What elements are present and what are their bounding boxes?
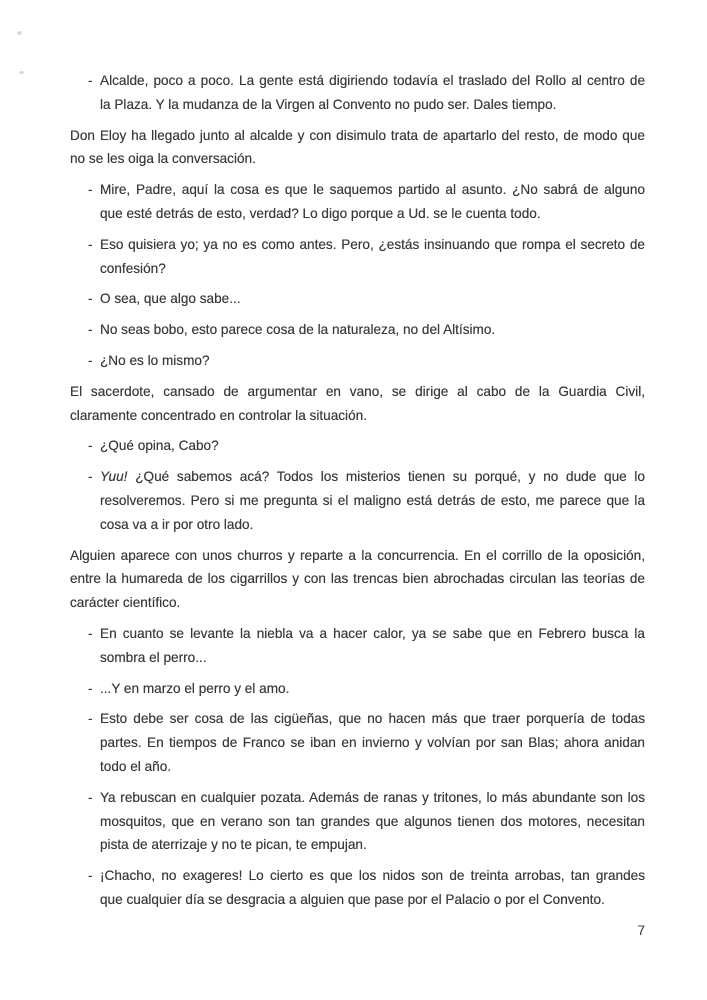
page-content [70,69,645,919]
dialogue-dash: - [88,868,93,884]
dialogue-dash: - [88,625,93,641]
text-line: que esté detrás de esto, verdad? Lo digo porque a Ud. se le cuenta todo. [100,205,541,221]
text-line: En cuanto se levante la niebla va a hacer calor, ya se sabe que en Febrero busca la [100,625,645,641]
text-line: Don Eloy ha llegado junto al alcalde y con disimulo trata de apartarlo del resto, de modo que [70,127,645,143]
text-line: No seas bobo, esto parece cosa de la naturaleza, no del Altísimo. [100,322,496,338]
text-line: partes. En tiempos de Franco se iban en invierno y volvían por san Blas; ahora anidan [100,735,645,751]
text-line [100,465,645,489]
text-line: entre la humareda de los cigarrillos y con las trencas bien abrochadas circulan las teorías de [70,571,645,587]
text-line: ¡Chacho, no exageres! Lo cierto es que los nidos son de treinta arrobas, tan grandes [100,868,645,884]
dialogue-block [70,178,645,226]
text-line: todo el año. [100,758,172,774]
dialogue-dash: - [88,182,93,198]
plain-text: ¿Qué sabemos acá? Todos los misterios tienen su porqué, y no dude que lo [127,469,645,485]
text-line: resolveremos. Pero si me pregunta si el maligno está detrás de esto, me parece que la [100,492,645,508]
dialogue-dash: - [88,789,93,805]
dialogue-block [70,287,645,311]
dialogue-block [70,622,645,670]
scan-speck [19,71,24,74]
text-line: Alguien aparece con unos churros y reparte a la concurrencia. En el corrillo de la oposición, [70,547,645,563]
text-line: sombra el perro... [100,649,207,665]
narration-paragraph [70,124,645,172]
dialogue-block [70,69,645,117]
dialogue-block [70,864,645,912]
text-line: carácter científico. [70,595,181,611]
dialogue-block [70,318,645,342]
text-line: Eso quisiera yo; ya no es como antes. Pero, ¿estás insinuando que rompa el secreto de [100,236,645,252]
dialogue-block [70,707,645,778]
text-line: pista de aterrizaje y no te pican, te empujan. [100,837,367,853]
text-line: confesión? [100,260,166,276]
text-line: El sacerdote, cansado de argumentar en vano, se dirige al cabo de la Guardia Civil, [70,383,645,399]
dialogue-block [70,434,645,458]
text-line: Ya rebuscan en cualquier pozata. Además de ranas y tritones, lo más abundante son los [100,789,645,805]
italic-text: Yuu! [100,469,128,485]
dialogue-dash: - [88,469,93,485]
dialogue-dash: - [88,352,93,368]
text-line: ¿Qué opina, Cabo? [100,438,219,454]
text-line: ¿No es lo mismo? [100,352,210,368]
text-line: la Plaza. Y la mudanza de la Virgen al Convento no pudo ser. Dales tiempo. [100,96,557,112]
scan-speck [17,31,22,35]
dialogue-block [70,465,645,536]
dialogue-block [70,233,645,281]
text-line: no se les oiga la conversación. [70,151,256,167]
narration-paragraph [70,544,645,615]
dialogue-dash: - [88,236,93,252]
dialogue-dash: - [88,322,93,338]
dialogue-block [70,349,645,373]
text-line: mosquitos, que en verano son tan grandes que algunos tienen dos motores, necesitan [100,813,645,829]
page-number: 7 [637,923,645,938]
dialogue-dash: - [88,438,93,454]
text-line: Alcalde, poco a poco. La gente está digiriendo todavía el traslado del Rollo al centro de [100,73,645,88]
text-line: ...Y en marzo el perro y el amo. [100,680,290,696]
narration-paragraph [70,380,645,428]
dialogue-block [70,786,645,857]
text-line: Esto debe ser cosa de las cigüeñas, que no hacen más que traer porquería de todas [100,711,645,727]
dialogue-dash: - [88,680,93,696]
text-line: O sea, que algo sabe... [100,291,241,307]
page-footer [70,923,645,938]
dialogue-dash: - [88,73,93,88]
text-line: que cualquier día se desgracia a alguien que pase por el Palacio o por el Convento. [100,891,605,907]
text-line: claramente concentrado en controlar la situación. [70,407,367,423]
text-line: Mire, Padre, aquí la cosa es que le saquemos partido al asunto. ¿No sabrá de alguno [100,182,645,198]
dialogue-dash: - [88,711,93,727]
text-line: cosa va a ir por otro lado. [100,516,254,532]
dialogue-block [70,677,645,701]
dialogue-dash: - [88,291,93,307]
